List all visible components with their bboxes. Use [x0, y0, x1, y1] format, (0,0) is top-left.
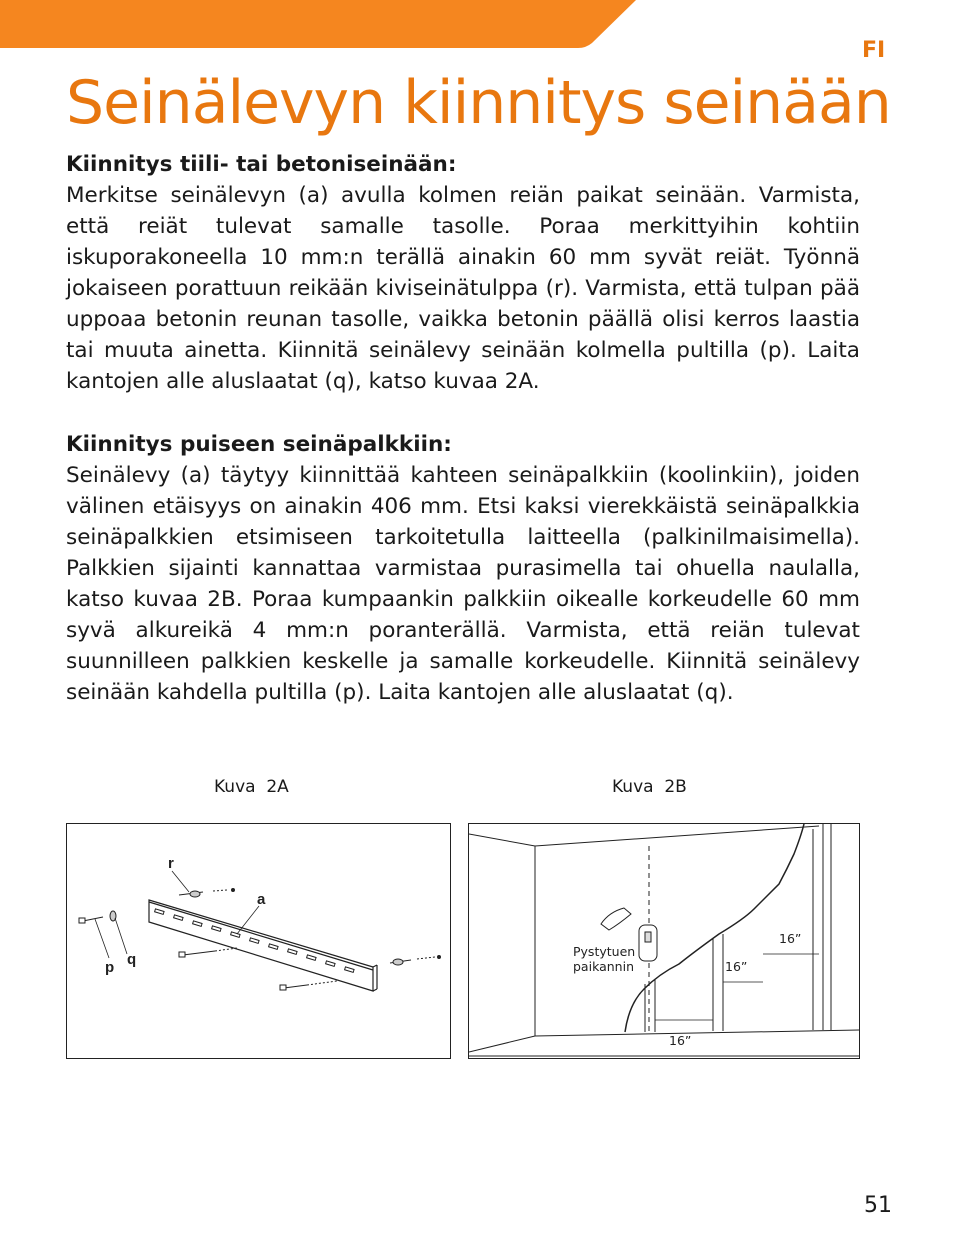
pencil-icon	[601, 908, 631, 930]
spacing-label: 16”	[669, 1033, 692, 1048]
section-brick-concrete	[66, 149, 860, 397]
spacing-label: 16”	[725, 959, 748, 974]
section-heading: Kiinnitys puiseen seinäpalkkiin:	[66, 432, 452, 457]
figure-2a	[66, 823, 451, 1059]
stud-finder-label-2: paikannin	[573, 959, 634, 974]
figure-2b	[468, 823, 860, 1059]
label-r: r	[168, 855, 174, 872]
figure-2a-drawing	[67, 824, 450, 1058]
section-body: Merkitse seinälevyn (a) avulla kolmen reiän paikat seinään. Varmista, että reiät tulevat samalle tasolle. Poraa merkittyihin kohtiin iskuporakoneella 10 mm:n terällä ainakin 60 mm syvät reiät. Työnnä jokaiseen porattuun reikään kiviseinätulppa (r). Varmista, että tulpan pää uppoaa betonin reunan tasolle, vaikka betonin päällä olisi kerros laastia tai muuta ainetta. Kiinnitä seinälevy seinään kolmella pultilla (p). Laita kantojen alle aluslaatat (q), katso kuvaa 2A.	[66, 183, 860, 394]
label-p: p	[105, 959, 115, 976]
figure-2a-caption: Kuva 2A	[214, 777, 289, 797]
section-wood-stud	[66, 429, 860, 708]
stud-finder-label-1: Pystytuen	[573, 944, 636, 959]
bolt-p	[79, 911, 116, 923]
language-code: FI	[862, 38, 886, 63]
section-body: Seinälevy (a) täytyy kiinnittää kahteen seinäpalkkiin (koolinkiin), joiden välinen etäisyys on ainakin 406 mm. Etsi kaksi vierekkäistä seinäpalkkia seinäpalkkien etsimiseen tarkoitetulla laitteella (palkinilmaisimella). Palkkien sijainti kannattaa varmistaa purasimella tai ohuella naulalla, katso kuvaa 2B. Poraa kumpaankin palkkiin oikealle korkeudelle 60 mm syvä alkureikä 4 mm:n poranterällä. Varmista, että reiän tulevat suunnilleen palkkien keskelle ja samalle korkeudelle. Kiinnitä seinälevy seinään kahdella pultilla (p). Laita kantojen alle aluslaatat (q).	[66, 463, 860, 705]
label-q: q	[127, 951, 137, 968]
figure-2b-drawing	[469, 824, 859, 1058]
page-number: 51	[864, 1193, 892, 1218]
middle-bolt	[179, 948, 237, 957]
bottom-bolt	[280, 981, 337, 990]
label-a: a	[257, 891, 266, 908]
spacing-label: 16”	[779, 931, 802, 946]
exposed-studs	[645, 824, 831, 1032]
right-anchor	[390, 956, 441, 966]
stud-finder-device	[639, 925, 657, 961]
figure-2b-caption: Kuva 2B	[612, 777, 687, 797]
orange-header-tab	[0, 0, 640, 50]
wall-plate-a	[149, 900, 377, 991]
section-heading: Kiinnitys tiili- tai betoniseinään:	[66, 152, 457, 177]
page-title: Seinälevyn kiinnitys seinään	[66, 68, 891, 138]
